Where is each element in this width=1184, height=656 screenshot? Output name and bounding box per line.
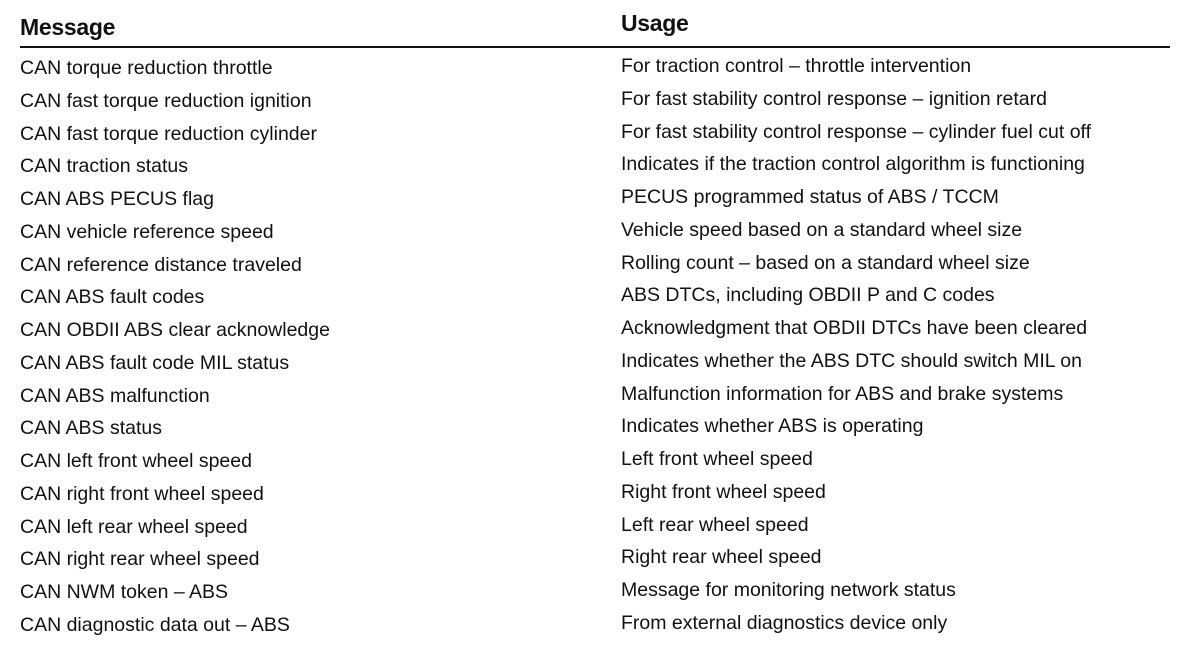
row-message: CAN ABS fault codes bbox=[20, 286, 205, 309]
table-row bbox=[20, 153, 1170, 186]
table-row bbox=[20, 219, 1170, 252]
row-usage: From external diagnostics device only bbox=[621, 611, 948, 634]
table-header bbox=[20, 8, 1170, 42]
row-message: CAN OBDII ABS clear acknowledge bbox=[20, 319, 330, 341]
row-message: CAN fast torque reduction cylinder bbox=[20, 122, 317, 145]
row-usage: Left rear wheel speed bbox=[621, 513, 809, 536]
row-usage: For traction control – throttle intervention bbox=[621, 55, 972, 77]
row-message: CAN ABS status bbox=[20, 417, 162, 440]
row-message: CAN NWM token – ABS bbox=[20, 581, 229, 603]
header-message: Message bbox=[20, 14, 116, 40]
row-usage: Left front wheel speed bbox=[621, 448, 813, 470]
row-message: CAN diagnostic data out – ABS bbox=[20, 613, 290, 636]
row-usage: PECUS programmed status of ABS / TCCM bbox=[621, 186, 999, 208]
table-row bbox=[20, 579, 1170, 612]
table-row bbox=[20, 350, 1170, 383]
table-row bbox=[20, 121, 1170, 154]
table-row bbox=[20, 186, 1170, 219]
row-message: CAN left front wheel speed bbox=[20, 450, 252, 472]
row-message: CAN torque reduction throttle bbox=[20, 57, 273, 79]
row-usage: For fast stability control response – ignition retard bbox=[621, 87, 1047, 110]
row-usage: Malfunction information for ABS and brake systems bbox=[621, 382, 1064, 405]
row-usage: For fast stability control response – cylinder fuel cut off bbox=[621, 120, 1092, 143]
row-message: CAN ABS PECUS flag bbox=[20, 188, 214, 210]
row-usage: Vehicle speed based on a standard wheel size bbox=[621, 218, 1023, 241]
header-rule bbox=[20, 46, 1170, 48]
table-row bbox=[20, 415, 1170, 448]
row-usage: Message for monitoring network status bbox=[621, 579, 956, 601]
table-row bbox=[20, 55, 1170, 88]
table-body bbox=[20, 55, 1170, 645]
table-row bbox=[20, 481, 1170, 514]
header-usage: Usage bbox=[621, 10, 689, 36]
row-message: CAN ABS malfunction bbox=[20, 384, 210, 407]
row-message: CAN traction status bbox=[20, 155, 188, 178]
row-usage: Right rear wheel speed bbox=[621, 546, 822, 569]
row-usage: Indicates whether ABS is operating bbox=[621, 415, 924, 438]
table-row bbox=[20, 88, 1170, 121]
table-row bbox=[20, 514, 1170, 547]
table-row bbox=[20, 252, 1170, 285]
table-row bbox=[20, 546, 1170, 579]
table-row bbox=[20, 317, 1170, 350]
row-usage: Right front wheel speed bbox=[621, 480, 826, 503]
row-message: CAN vehicle reference speed bbox=[20, 220, 274, 243]
row-usage: Indicates whether the ABS DTC should switch MIL on bbox=[621, 349, 1083, 372]
table-row bbox=[20, 448, 1170, 481]
row-message: CAN left rear wheel speed bbox=[20, 515, 248, 538]
row-usage: Acknowledgment that OBDII DTCs have been cleared bbox=[621, 317, 1088, 339]
table-row bbox=[20, 612, 1170, 645]
table-row bbox=[20, 383, 1170, 416]
row-message: CAN reference distance traveled bbox=[20, 253, 302, 276]
row-usage: ABS DTCs, including OBDII P and C codes bbox=[621, 284, 995, 307]
can-message-table bbox=[20, 8, 1170, 636]
row-usage: Indicates if the traction control algorithm is functioning bbox=[621, 153, 1085, 176]
row-message: CAN right front wheel speed bbox=[20, 482, 264, 505]
table-row bbox=[20, 284, 1170, 317]
row-message: CAN ABS fault code MIL status bbox=[20, 351, 290, 374]
row-usage: Rolling count – based on a standard wheel size bbox=[621, 251, 1030, 274]
row-message: CAN fast torque reduction ignition bbox=[20, 89, 312, 112]
row-message: CAN right rear wheel speed bbox=[20, 548, 260, 571]
